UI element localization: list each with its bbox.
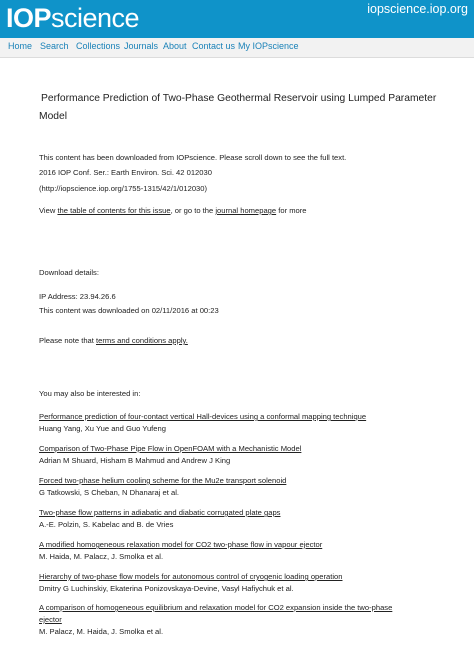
view-prefix: View [39, 206, 58, 215]
related-item-authors: M. Haida, M. Palacz, J. Smolka et al. [39, 552, 164, 561]
download-details-heading: Download details: [39, 268, 99, 277]
toc-link[interactable]: the table of contents for this issue [57, 206, 171, 215]
nav-about[interactable]: About [163, 41, 187, 51]
nav-home[interactable]: Home [8, 41, 33, 51]
related-item-title[interactable]: A comparison of homogeneous equilibrium and relaxation model for CO2 expansion inside the two-phase [39, 603, 393, 612]
download-notice: This content has been downloaded from IOPscience. Please scroll down to see the full text. [39, 153, 347, 162]
site-header [0, 0, 474, 38]
related-item-authors: Dmitry G Luchinskiy, Ekaterina Ponizovskaya-Devine, Vasyl Hafiychuk et al. [39, 584, 294, 593]
related-item-title[interactable]: A modified homogeneous relaxation model for CO2 two-phase flow in vapour ejector [39, 540, 323, 549]
related-item-title[interactable]: Forced two-phase helium cooling scheme for the Mu2e transport solenoid [39, 476, 287, 485]
related-item-authors: A.-E. Polzin, S. Kabelac and B. de Vries [39, 520, 174, 529]
nav-my-iopscience[interactable]: My IOPscience [238, 41, 299, 51]
related-item-authors: Huang Yang, Xu Yue and Guo Yufeng [39, 424, 166, 433]
site-url[interactable]: iopscience.iop.org [367, 2, 468, 16]
related-item-authors: G Tatkowski, S Cheban, N Dhanaraj et al. [39, 488, 179, 497]
terms-link[interactable]: terms and conditions apply. [96, 336, 188, 345]
download-timestamp: This content was downloaded on 02/11/2016 at 00:23 [39, 306, 219, 315]
related-item-title[interactable]: Hierarchy of two-phase flow models for autonomous control of cryogenic loading operation [39, 572, 343, 581]
logo-iop-text: IOP [6, 3, 52, 33]
citation: 2016 IOP Conf. Ser.: Earth Environ. Sci. 42 012030 [39, 168, 212, 177]
terms-line [39, 336, 188, 346]
ip-address: IP Address: 23.94.26.6 [39, 292, 116, 301]
related-heading: You may also be interested in: [39, 389, 141, 398]
related-item-title[interactable]: Two-phase flow patterns in adiabatic and diabatic corrugated plate gaps [39, 508, 281, 517]
related-item-title[interactable]: Performance prediction of four-contact vertical Hall-devices using a conformal mapping technique [39, 412, 367, 421]
related-item-authors: M. Palacz, M. Haida, J. Smolka et al. [39, 627, 164, 636]
iopscience-logo[interactable] [6, 1, 139, 35]
article-title-line1: Performance Prediction of Two-Phase Geothermal Reservoir using Lumped Parameter [41, 93, 437, 104]
logo-science-text: science [51, 3, 140, 33]
journal-homepage-link[interactable]: journal homepage [215, 206, 277, 215]
view-suffix: for more [276, 206, 307, 215]
article-url: (http://iopscience.iop.org/1755-1315/42/1/012030) [39, 184, 208, 193]
view-line [39, 206, 307, 216]
nav-contact-us[interactable]: Contact us [192, 41, 236, 51]
nav-search[interactable]: Search [40, 41, 69, 51]
nav-collections[interactable]: Collections [76, 41, 121, 51]
related-item-authors: Adrian M Shuard, Hisham B Mahmud and Andrew J King [39, 456, 231, 465]
view-middle: , or go to the [170, 206, 216, 215]
terms-prefix: Please note that [39, 336, 96, 345]
nav-journals[interactable]: Journals [124, 41, 159, 51]
nav-bar [0, 38, 474, 58]
article-title-line2: Model [39, 111, 68, 122]
related-item-title[interactable]: Comparison of Two-Phase Pipe Flow in OpenFOAM with a Mechanistic Model [39, 444, 302, 453]
related-item-title-continued[interactable]: ejector [39, 615, 62, 624]
